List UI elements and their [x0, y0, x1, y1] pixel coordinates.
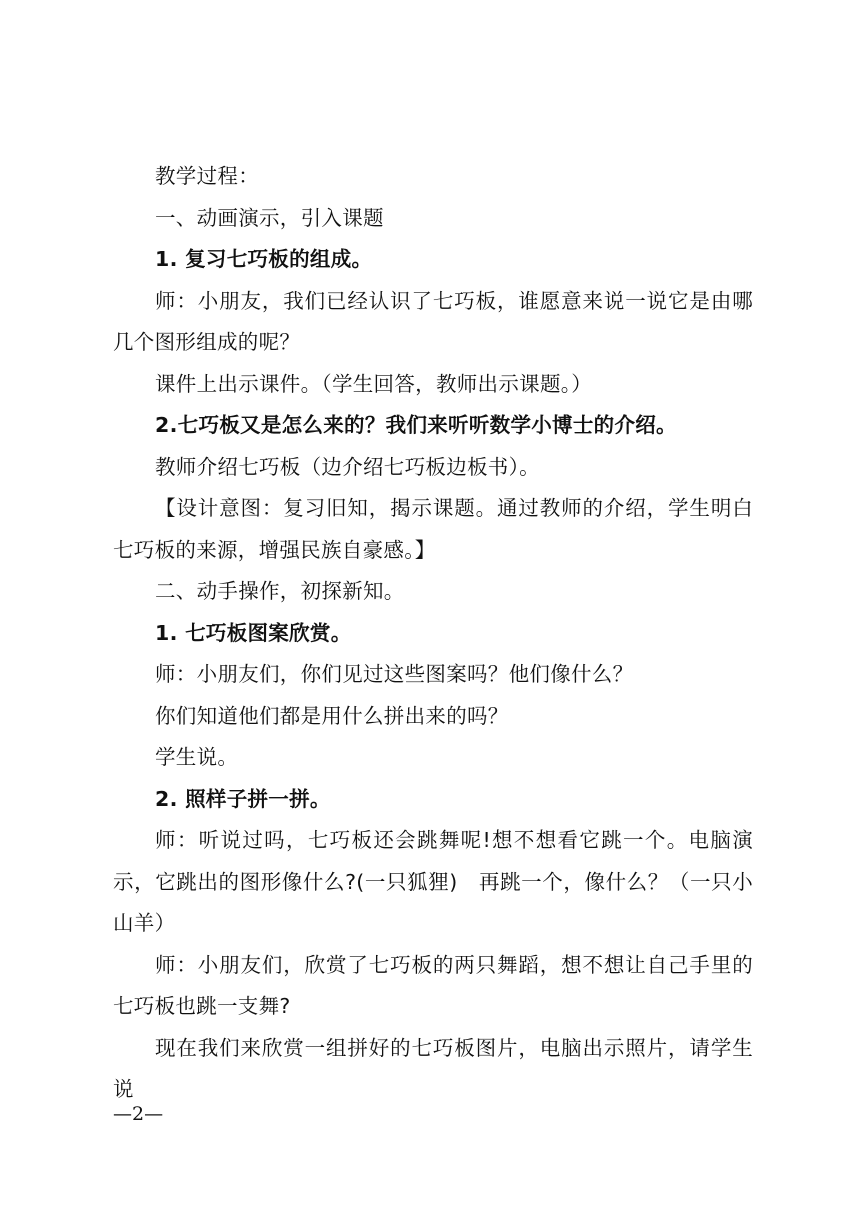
paragraph-teacher-intro: 教师介绍七巧板（边介绍七巧板边板书）。 [155, 454, 540, 479]
paragraph-question-3: 你们知道他们都是用什么拼出来的吗？ [155, 703, 509, 728]
subheading-2-2: 2. 照样子拼一拼。 [155, 786, 331, 811]
paragraph-teacher-question-2: 师：小朋友们，你们见过这些图案吗？他们像什么？ [155, 662, 634, 686]
paragraph-courseware: 课件上出示课件。（学生回答，教师出示课题。） [155, 371, 593, 396]
paragraph-dance-demo: 师：听说过吗，七巧板还会跳舞呢!想不想看它跳一个。电脑演示，它跳出的图形像什么?(一只狐狸) 再跳一个，像什么？（一只小山羊） [113, 828, 753, 935]
document-body [113, 156, 753, 1111]
paragraph-teaching-process: 教学过程： [155, 164, 259, 188]
page-number: —2— [113, 1103, 164, 1125]
paragraph-teacher-question-1: 师：小朋友，我们已经认识了七巧板，谁愿意来说一说它是由哪几个图形组成的呢？ [113, 288, 753, 354]
paragraph-students-say: 学生说。 [155, 745, 239, 769]
section-heading-1: 一、动画演示，引入课题 [155, 205, 384, 230]
subheading-1-1: 1. 复习七巧板的组成。 [155, 247, 373, 271]
paragraph-picture-show: 现在我们来欣赏一组拼好的七巧板图片，电脑出示照片，请学生说 [113, 1035, 753, 1101]
subheading-1-2: 2.七巧板又是怎么来的？我们来听听数学小博士的介绍。 [155, 413, 677, 437]
section-heading-2: 二、动手操作，初探新知。 [155, 579, 405, 603]
paragraph-design-intent: 【设计意图：复习旧知，揭示课题。通过教师的介绍，学生明白七巧板的来源，增强民族自豪感。】 [113, 496, 753, 562]
paragraph-teacher-invite: 师：小朋友们，欣赏了七巧板的两只舞蹈，想不想让自己手里的七巧板也跳一支舞? [113, 952, 753, 1018]
subheading-2-1: 1. 七巧板图案欣赏。 [155, 620, 352, 645]
